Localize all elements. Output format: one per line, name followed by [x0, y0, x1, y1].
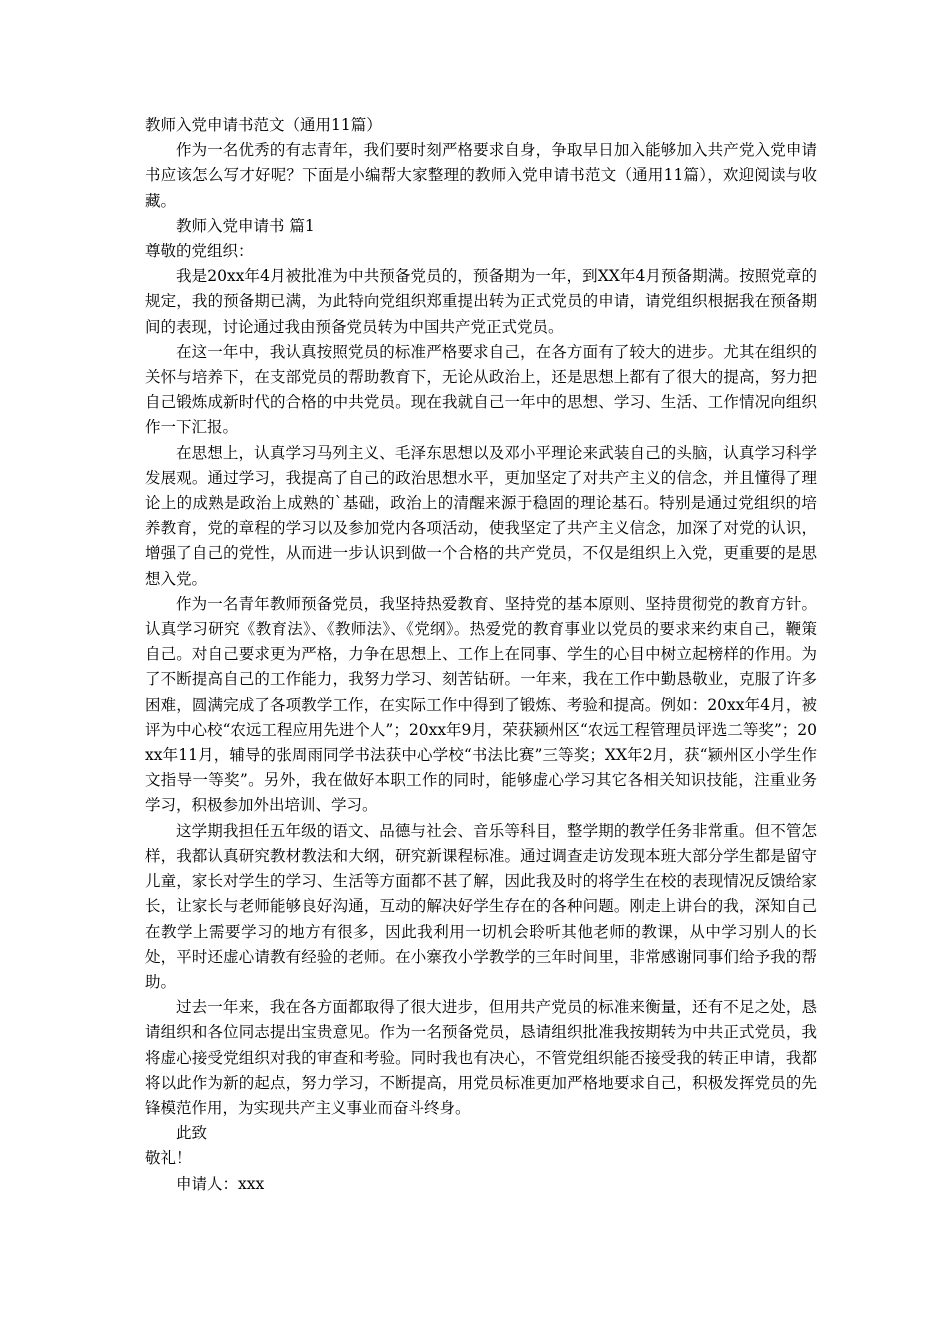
applicant-signature: 申请人：xxx: [176, 1174, 265, 1193]
section-heading: 教师入党申请书 篇1: [176, 216, 315, 235]
body-paragraph: 在这一年中，我认真按照党员的标准严格要求自己，在各方面有了较大的进步。尤其在组织的关怀与培养下，在支部党员的帮助教育下，无论从政治上，还是思想上都有了很大的提高，努力把自己锻炼成新时代的合格的中共党员。现在我就自己一年中的思想、学习、生活、工作情况向组织作一下汇报。: [145, 342, 817, 437]
intro-paragraph: 作为一名优秀的有志青年，我们要时刻严格要求自身，争取早日加入能够加入共产党入党申请书应该怎么写才好呢？下面是小编帮大家整理的教师入党申请书范文（通用11篇），欢迎阅读与收藏。: [145, 141, 817, 210]
closing-line-1: 此致: [176, 1124, 208, 1143]
body-paragraph: 在思想上，认真学习马列主义、毛泽东思想以及邓小平理论来武装自己的头脑，认真学习科学发展观。通过学习，我提高了自己的政治思想水平，更加坚定了对共产主义的信念，并且懂得了理论上的成熟是政治上成熟的`基础，政治上的清醒来源于稳固的理论基石。特别是通过党组织的培养教育，党的章程的学习以及参加党内各项活动，使我坚定了共产主义信念，加深了对党的认识，增强了自己的党性，从而进一步认识到做一个合格的共产党员，不仅是组织上入党，更重要的是思想入党。: [145, 443, 817, 588]
document-title: 教师入党申请书范文（通用11篇）: [145, 116, 382, 134]
body-paragraph: 我是20xx年4月被批准为中共预备党员的，预备期为一年，到XX年4月预备期满。按照党章的规定，我的预备期已满，为此特向党组织郑重提出转为正式党员的申请，请党组织根据我在预备期间的表现，讨论通过我由预备党员转为中国共产党正式党员。: [145, 267, 817, 336]
body-paragraph: 过去一年来，我在各方面都取得了很大进步，但用共产党员的标准来衡量，还有不足之处，恳请组织和各位同志提出宝贵意见。作为一名预备党员，恳请组织批准我按期转为中共正式党员，我将虚心接受党组织对我的审查和考验。同时我也有决心，不管党组织能否接受我的转正申请，我都将以此作为新的起点，努力学习，不断提高，用党员标准更加严格地要求自己，积极发挥党员的先锋模范作用，为实现共产主义事业而奋斗终身。: [145, 998, 817, 1117]
body-paragraph: 这学期我担任五年级的语文、品德与社会、音乐等科目，整学期的教学任务非常重。但不管怎样，我都认真研究教材教法和大纲，研究新课程标准。通过调查走访发现本班大部分学生都是留守儿童，家长对学生的学习、生活等方面都不甚了解，因此我及时的将学生在校的表现情况反馈给家长，让家长与老师能够良好沟通，互动的解决好学生存在的各种问题。刚走上讲台的我，深知自己在教学上需要学习的地方有很多，因此我利用一切机会聆听其他老师的教课，从中学习别人的长处，平时还虚心请教有经验的老师。在小寨孜小学教学的三年时间里，非常感谢同事们给予我的帮助。: [145, 821, 817, 991]
document-page: [145, 113, 817, 1197]
closing-line-2: 敬礼！: [145, 1149, 192, 1168]
body-paragraph: 作为一名青年教师预备党员，我坚持热爱教育、坚持党的基本原则、坚持贯彻党的教育方针。认真学习研究《教育法》、《教师法》、《党纲》。热爱党的教育事业以党员的要求来约束自己，鞭策自己。对自己要求更为严格，力争在思想上、工作上在同事、学生的心目中树立起榜样的作用。为了不断提高自己的工作能力，我努力学习、刻苦钻研。一年来，我在工作中勤恳敬业，克服了许多困难，圆满完成了各项教学工作，在实际工作中得到了锻炼、考验和提高。例如：20xx年4月，被评为中心校“农远工程应用先进个人”；20xx年9月，荣获颍州区“农远工程管理员评选二等奖”；20xx年11月，辅导的张周雨同学书法获中心学校“书法比赛”三等奖；XX年2月，获“颍州区小学生作文指导一等奖”。另外，我在做好本职工作的同时，能够虚心学习其它各相关知识技能，注重业务学习，积极参加外出培训、学习。: [145, 594, 817, 815]
salutation: 尊敬的党组织：: [145, 242, 254, 261]
